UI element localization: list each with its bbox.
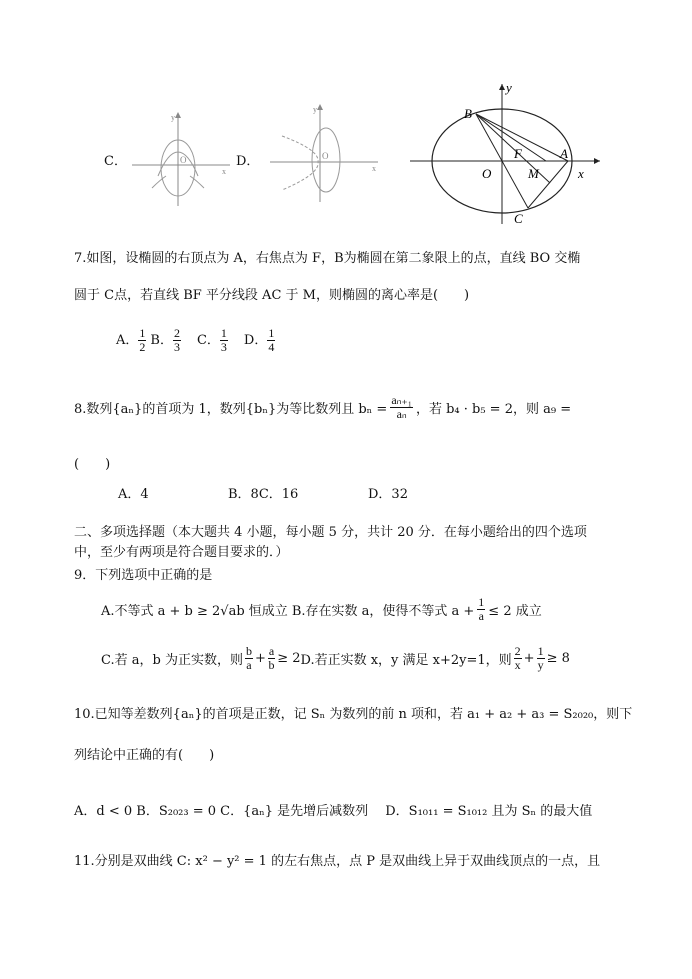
q11-line1: 11.分别是双曲线 C: x² − y² = 1 的左右焦点，点 P 是双曲线上异于双曲线顶点的一点，且 (74, 854, 601, 869)
q7-opt-a: A． $\frac{1}{2}$ (116, 326, 146, 355)
q7-line1: 7.如图，设椭圆的右顶点为 A，右焦点为 F，B为椭圆在第二象限上的点，直线 BO 交椭 (74, 251, 581, 266)
fig-F: F (514, 146, 522, 161)
q9-opt-c-pre: C.若 a，b 为正实数，则 (101, 653, 243, 669)
q8-prefix: 8.数列{aₙ}的首项为 1，数列{bₙ}为等比数列且 bₙ = (74, 402, 388, 418)
q8-opt-d: D．32 (368, 487, 408, 502)
q9-opt-c-frac2: $\frac{a}{b}$ (268, 644, 275, 673)
q7-opt-d: D． $\frac{1}{4}$ (243, 326, 275, 355)
graph-c-y: y (171, 113, 175, 122)
graph-d-x: x (372, 164, 376, 173)
fig-O: O (482, 166, 492, 181)
q7-opt-b: B． $\frac{2}{3}$ (150, 326, 180, 355)
q9-opt-b-post: ≤ 2 成立 (488, 604, 542, 620)
q9-opt-cd (101, 645, 570, 672)
graph-c-x: x (222, 167, 226, 176)
section2-line2: 中，至少有两项是符合题目要求的．） (74, 545, 289, 560)
q9-opt-b-pre: B.存在实数 a，使得不等式 a + (291, 604, 475, 620)
q10-options: A．d < 0 B．S₂₀₂₃ = 0 C．{aₙ} 是先增后减数列 D．S₁₀₁₁ = S₁₀₁₂ 且为 Sₙ 的最大值 (74, 804, 593, 819)
q9-opt-c-plus: + (254, 651, 266, 667)
q7-opt-c: C． $\frac{1}{3}$ (196, 326, 227, 355)
fig-B: B (464, 106, 472, 121)
graph-d-y: y (313, 105, 317, 114)
q9-opt-d-pre: D.若正实数 x，y 满足 x+2y=1，则 (300, 653, 512, 669)
q10-line2: 列结论中正确的有( ) (74, 748, 215, 763)
option-d-label: D． (236, 154, 260, 169)
graph-d-origin: O (322, 151, 329, 161)
q9-opt-d-post: ≥ 8 (546, 651, 570, 667)
ellipse-figure (410, 80, 610, 230)
fig-C: C (514, 211, 523, 226)
graph-option-d (268, 100, 383, 205)
q9-opt-ab (101, 596, 542, 623)
option-c-label: C． (104, 154, 127, 169)
q8-paren: ( ) (74, 457, 111, 472)
fig-x: x (578, 166, 584, 181)
q7-line2: 圆于 C点，若直线 BF 平分线段 AC 于 M，则椭圆的离心率是( ) (74, 288, 470, 303)
fig-y: y (506, 80, 512, 95)
q9-opt-d-plus: + (523, 651, 535, 667)
q9-opt-c-post: ≥ 2 (277, 651, 301, 667)
section2-line1: 二、多项选择题（本大题共 4 小题，每小题 5 分，共计 20 分．在每小题给出的四个选项 (74, 525, 587, 540)
q8-suffix: ，若 b₄ · b₅ = 2，则 a₉ = (415, 402, 572, 418)
q9-opt-b-frac: $\frac{1}{a}$ (478, 595, 485, 624)
q9-opt-c-frac1: $\frac{b}{a}$ (245, 644, 252, 673)
q8-opt-bc: B．8C．16 (228, 487, 299, 502)
q9-opt-d-frac1: $\frac{2}{x}$ (514, 644, 521, 673)
q8-fraction: $\frac{\text{aₙ₊₁}}{\text{aₙ}}$ (391, 393, 412, 422)
q9-stem: 9．下列选项中正确的是 (74, 568, 213, 583)
q9-opt-a: A.不等式 a + b ≥ 2√ab 恒成立 (101, 604, 288, 620)
q7-options (116, 327, 275, 354)
fig-A: A (560, 146, 568, 161)
q8-stem (74, 394, 571, 421)
fig-M: M (528, 166, 539, 181)
graph-c-origin: O (180, 155, 187, 165)
q9-opt-d-frac2: $\frac{1}{y}$ (537, 644, 544, 673)
q10-line1: 10.已知等差数列{aₙ}的首项是正数，记 Sₙ 为数列的前 n 项和，若 a₁ + a₂ + a₃ = S₂₀₂₀，则下 (74, 707, 633, 722)
graph-option-c (130, 108, 235, 208)
q8-opt-a: A．4 (118, 487, 149, 502)
